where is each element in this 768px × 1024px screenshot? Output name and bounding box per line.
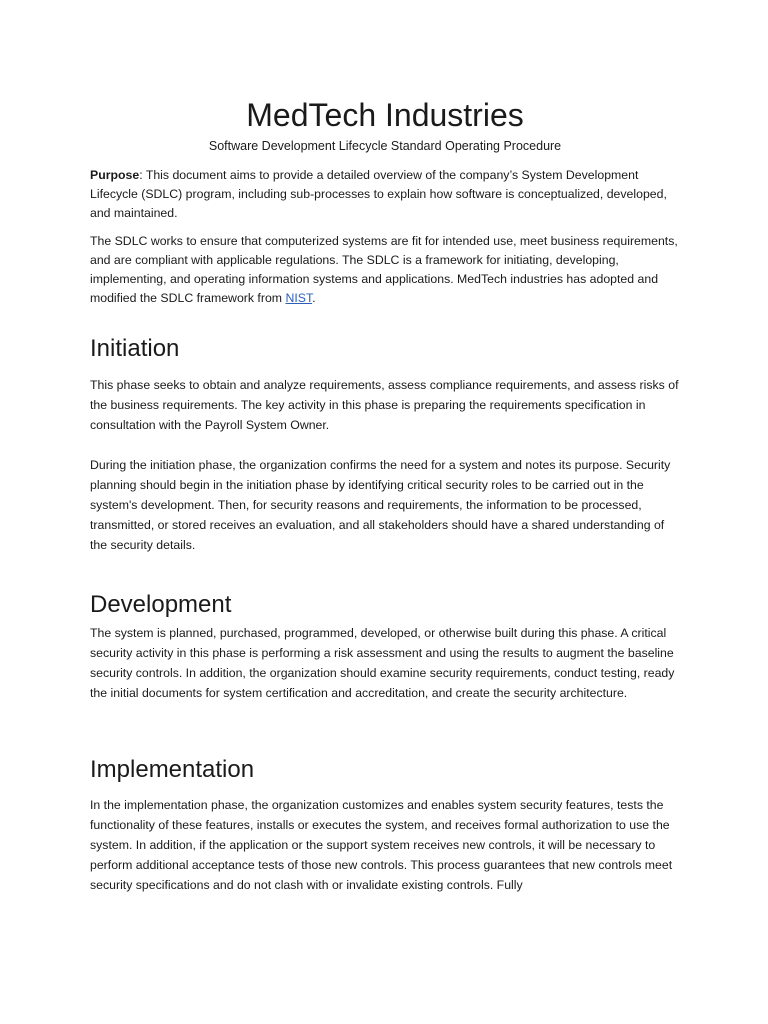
purpose-paragraph <box>90 166 680 223</box>
document-subtitle: Software Development Lifecycle Standard Operating Procedure <box>208 139 562 153</box>
development-heading: Development <box>90 591 232 618</box>
nist-link[interactable]: NIST <box>285 291 313 305</box>
intro-text-end: . <box>312 291 316 305</box>
initiation-paragraph-1: This phase seeks to obtain and analyze requirements, assess compliance requirements, and assess risks of the business requirements. The key activity in this phase is preparing the requirements specification in consultation with the Payroll System Owner. <box>90 378 679 432</box>
development-paragraph-1: The system is planned, purchased, programmed, developed, or otherwise built during this phase. A critical security activity in this phase is performing a risk assessment and using the results to augment the baseline security controls. In addition, the organization should examine security requirements, conduct testing, ready the initial documents for system certification and accreditation, and create the security architecture. <box>90 626 675 700</box>
implementation-heading: Implementation <box>90 756 255 783</box>
document-title: MedTech Industries <box>246 97 524 133</box>
purpose-text: : This document aims to provide a detailed overview of the company’s System Development Lifecycle (SDLC) program, including sub-processes to explain how software is conceptualized, developed, and maintained. <box>90 168 667 220</box>
initiation-heading: Initiation <box>90 335 180 362</box>
implementation-paragraph-1: In the implementation phase, the organization customizes and enables system security features, tests the functionality of these features, installs or executes the system, and receives formal authorization to use the system. In addition, if the application or the support system receives new controls, it will be necessary to perform additional acceptance tests of those new controls. This process guarantees that new controls meet security specifications and do not clash with or invalidate existing controls. Fully <box>90 798 673 892</box>
initiation-paragraph-2: During the initiation phase, the organization confirms the need for a system and notes its purpose. Security planning should begin in the initiation phase by identifying critical security roles to be carried out in the system's development. Then, for security reasons and requirements, the information to be processed, transmitted, or stored receives an evaluation, and all stakeholders should have a shared understanding of the security details. <box>90 458 671 552</box>
purpose-label: Purpose <box>90 168 140 182</box>
intro-text: The SDLC works to ensure that computerized systems are fit for intended use, meet business requirements, and are compliant with applicable regulations. The SDLC is a framework for initiating, developing, implementing, and operating information systems and applications. MedTech industries has adopted and modified the SDLC framework from <box>90 234 678 305</box>
intro-paragraph <box>90 232 680 308</box>
